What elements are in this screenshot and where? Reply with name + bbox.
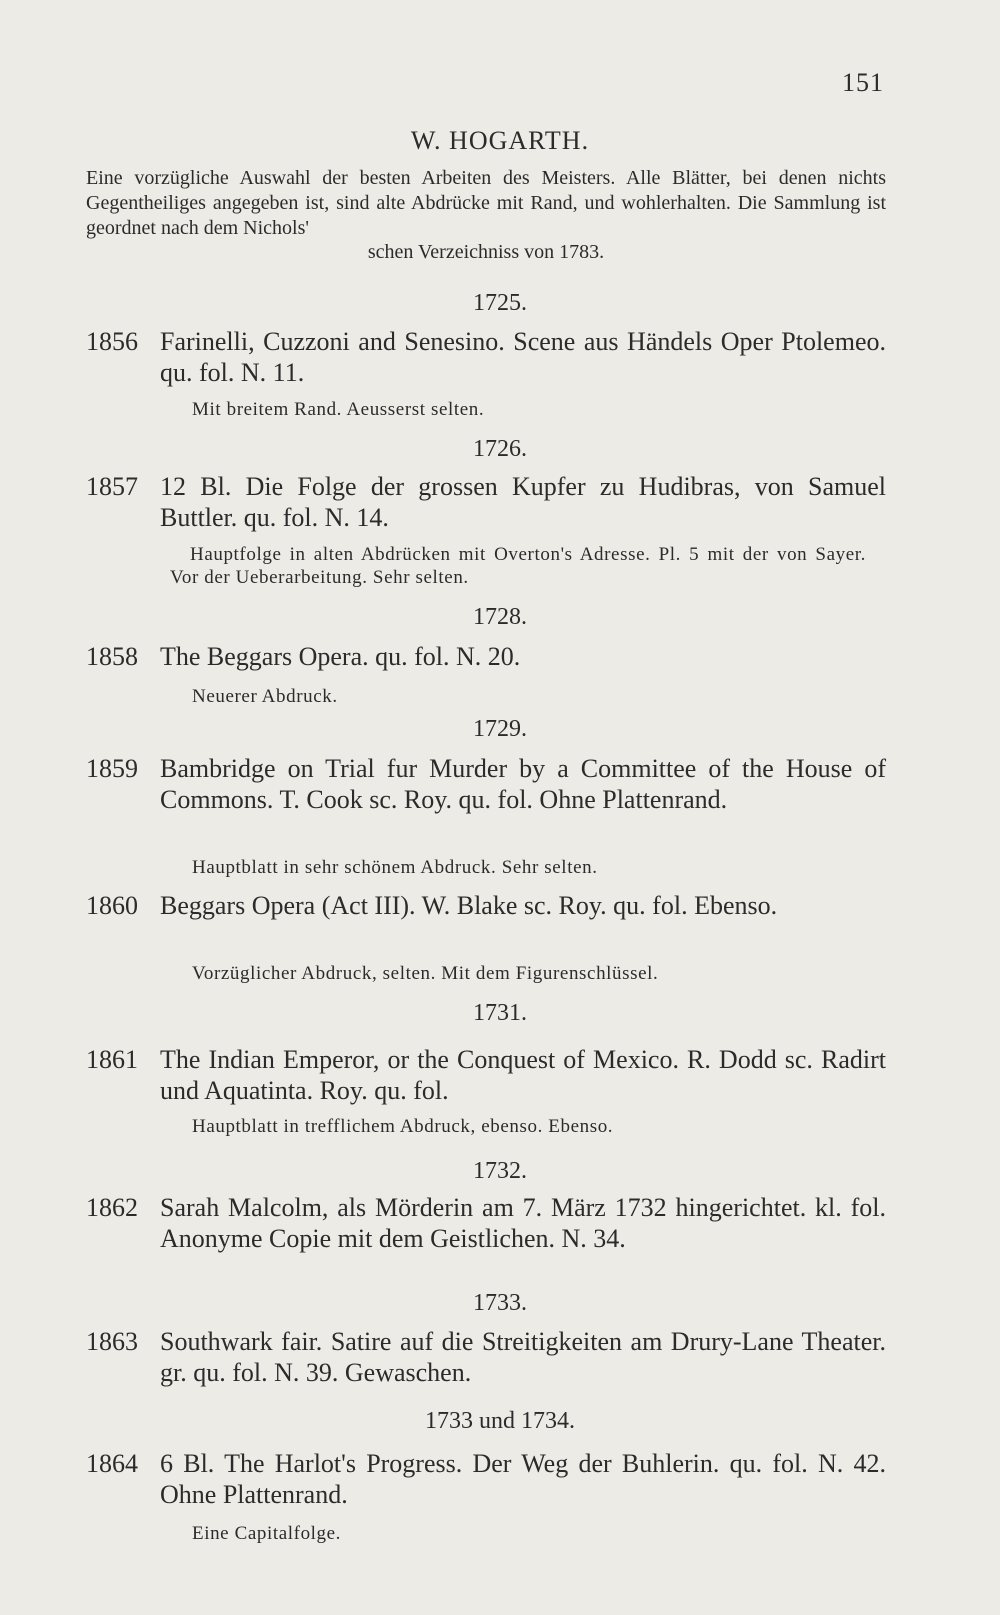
year-heading: 1729. [473, 716, 527, 742]
entry-note: Eine Capitalfolge. [192, 1523, 342, 1544]
entry-note: Hauptblatt in sehr schönem Abdruck. Sehr selten. [192, 857, 598, 878]
entry-note: Vorzüglicher Abdruck, selten. Mit dem Figurenschlüssel. [192, 963, 659, 984]
catalog-entry [86, 1326, 886, 1388]
intro-text-last-line: schen Verzeichniss von 1783. [367, 241, 605, 263]
entry-number: 1863 [86, 1327, 138, 1356]
entry-number: 1862 [86, 1193, 138, 1222]
year-heading: 1733. [473, 1290, 527, 1316]
entry-number: 1859 [86, 754, 138, 783]
entry-text: Southwark fair. Satire auf die Streitigkeiten am Drury-Lane Theater. gr. qu. fol. N. 39. Gewaschen. [160, 1327, 886, 1387]
entry-note: Hauptfolge in alten Abdrücken mit Overton's Adresse. Pl. 5 mit der von Sayer. Vor der Ueberarbeitung. Sehr selten. [170, 544, 866, 588]
entry-text: 6 Bl. The Harlot's Progress. Der Weg der Buhlerin. qu. fol. N. 42. Ohne Plattenrand. [160, 1449, 886, 1509]
entry-text: Farinelli, Cuzzoni and Senesino. Scene aus Händels Oper Ptolemeo. qu. fol. N. 11. [160, 327, 886, 387]
year-heading: 1725. [473, 290, 527, 316]
entry-text: Beggars Opera (Act III). W. Blake sc. Roy. qu. fol. Ebenso. [160, 891, 778, 920]
page-title: W. HOGARTH. [410, 126, 590, 155]
catalog-entry [86, 326, 886, 388]
entry-number: 1857 [86, 472, 138, 501]
year-heading: 1728. [473, 604, 527, 630]
entry-text: Bambridge on Trial fur Murder by a Committee of the House of Commons. T. Cook sc. Roy. qu. fol. Ohne Plattenrand. [160, 754, 886, 814]
entry-number: 1858 [86, 642, 138, 671]
catalog-entry [86, 471, 886, 533]
entry-text: The Beggars Opera. qu. fol. N. 20. [160, 642, 521, 671]
entry-note: Neuerer Abdruck. [192, 686, 338, 707]
entry-text: Sarah Malcolm, als Mörderin am 7. März 1732 hingerichtet. kl. fol. Anonyme Copie mit dem Geistlichen. N. 34. [160, 1193, 886, 1253]
entry-text: 12 Bl. Die Folge der grossen Kupfer zu Hudibras, von Samuel Buttler. qu. fol. N. 14. [160, 472, 886, 532]
year-heading: 1733 und 1734. [425, 1408, 575, 1434]
entry-number: 1856 [86, 327, 138, 356]
catalog-entry [86, 1192, 886, 1254]
entry-number: 1864 [86, 1449, 138, 1478]
page-number: 151 [842, 68, 884, 97]
year-heading: 1726. [473, 436, 527, 462]
catalog-entry [86, 1044, 886, 1106]
year-heading: 1731. [473, 1000, 527, 1026]
entry-text: The Indian Emperor, or the Conquest of Mexico. R. Dodd sc. Radirt und Aquatinta. Roy. qu. fol. [160, 1045, 886, 1105]
entry-number: 1861 [86, 1045, 138, 1074]
entry-note: Mit breitem Rand. Aeusserst selten. [192, 399, 485, 420]
catalog-entry [86, 890, 886, 921]
catalog-entry [86, 641, 886, 672]
year-heading: 1732. [473, 1158, 527, 1184]
catalog-entry [86, 1448, 886, 1510]
catalog-entry [86, 753, 886, 815]
intro-text: Eine vorzügliche Auswahl der besten Arbeiten des Meisters. Alle Blätter, bei denen nichts Gegentheiliges angegeben ist, sind alte Abdrücke mit Rand, und wohlerhalten. Die Sammlung ist geordnet nach dem Nichols' [86, 167, 886, 239]
entry-number: 1860 [86, 891, 138, 920]
entry-note: Hauptblatt in trefflichem Abdruck, ebenso. Ebenso. [192, 1116, 614, 1137]
